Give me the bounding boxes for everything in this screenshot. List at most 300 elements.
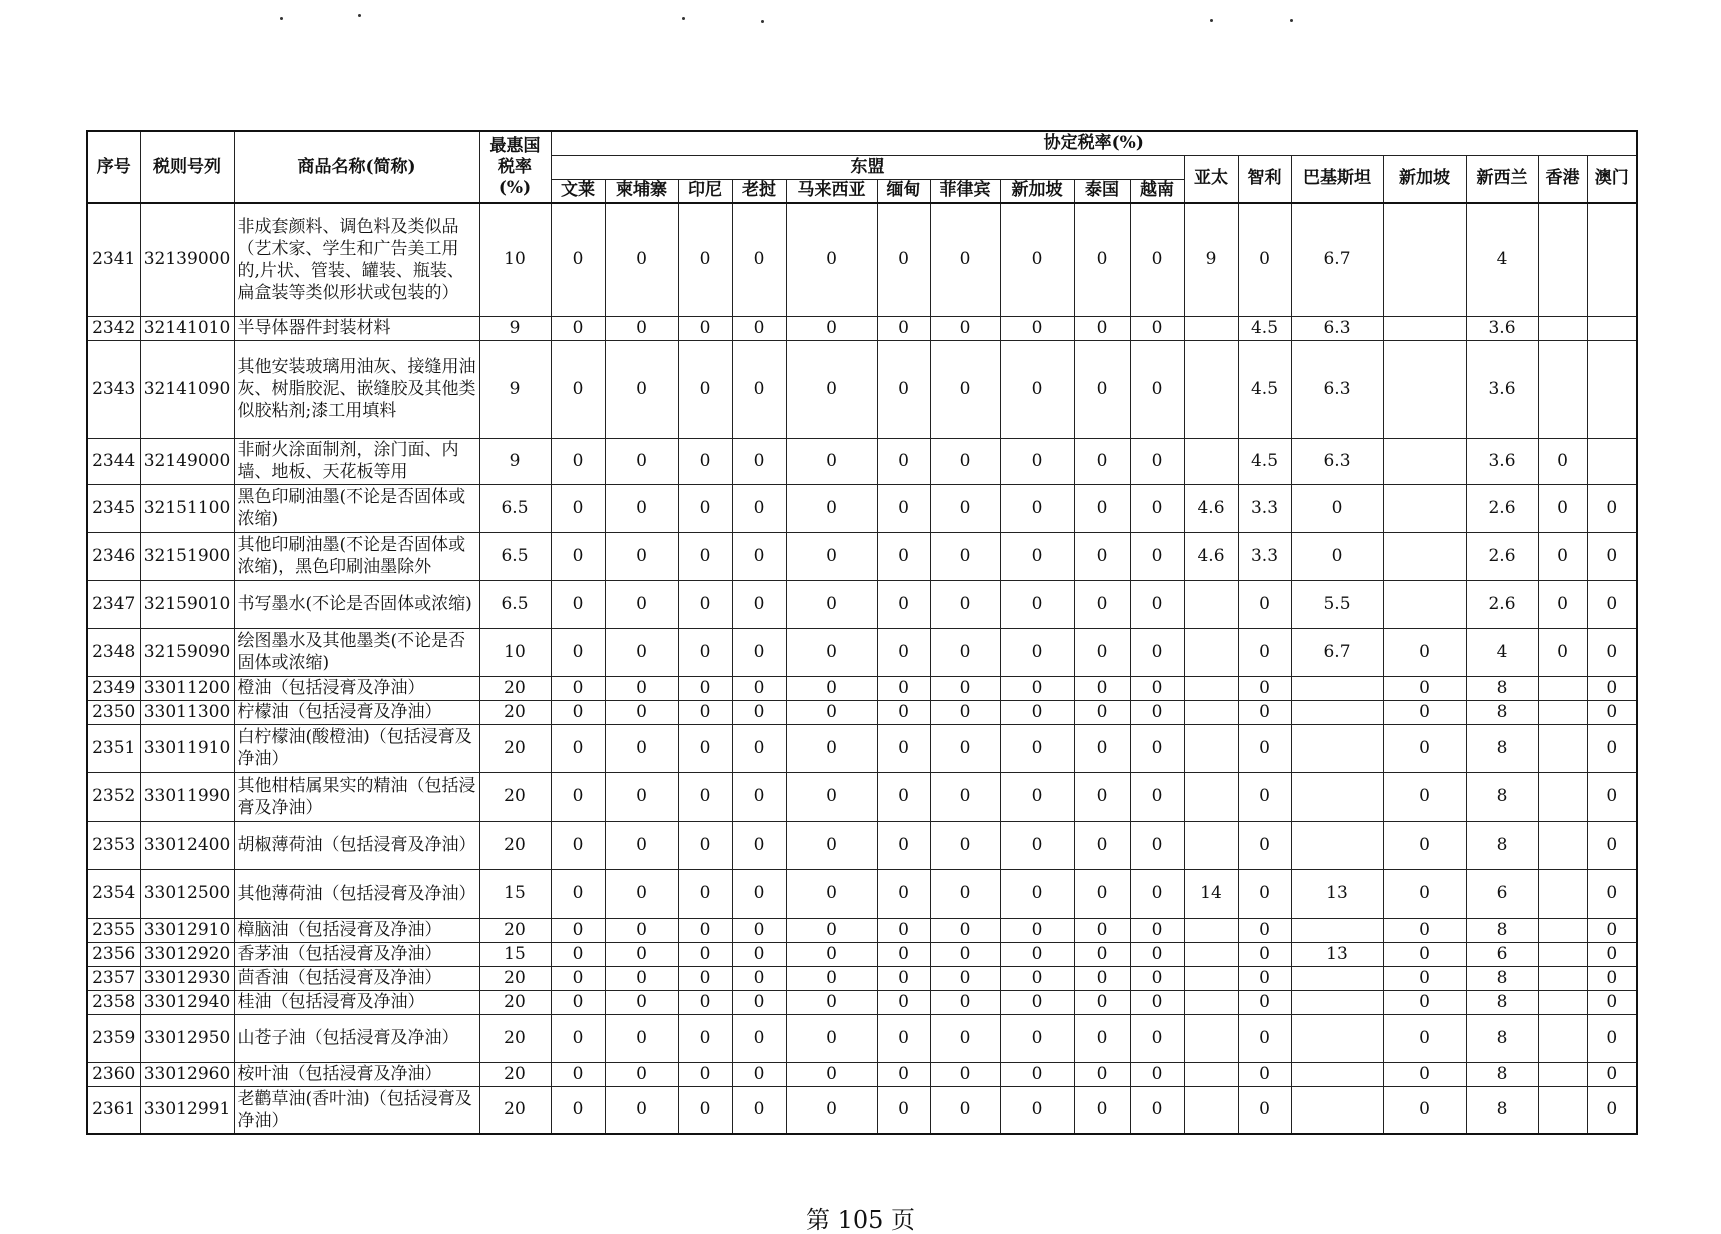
row-asean-rate: 0 [786,340,877,438]
header-hong-kong: 香港 [1538,155,1587,203]
row-asean-rate: 0 [930,203,1000,316]
row-asean-rate: 0 [1000,676,1074,700]
row-asean-rate: 0 [732,821,786,869]
row-agreed-rate: 0 [1238,869,1291,918]
row-mfn-rate: 20 [479,821,551,869]
row-agreed-rate [1291,821,1383,869]
row-name: 橙油（包括浸膏及净油） [234,676,479,700]
table-body [87,203,1637,1134]
row-asean-rate: 0 [930,918,1000,942]
row-asean-rate: 0 [877,340,930,438]
header-pakistan: 巴基斯坦 [1291,155,1383,203]
row-agreed-rate: 0 [1238,1014,1291,1062]
row-asean-rate: 0 [1000,966,1074,990]
row-asean-rate: 0 [551,918,605,942]
row-name: 香茅油（包括浸膏及净油） [234,942,479,966]
row-name: 桉叶油（包括浸膏及净油） [234,1062,479,1086]
row-asean-rate: 0 [605,966,678,990]
row-asean-rate: 0 [877,918,930,942]
row-asean-rate: 0 [930,869,1000,918]
row-code: 32151900 [140,532,234,580]
row-mfn-rate: 15 [479,869,551,918]
row-asean-rate: 0 [786,942,877,966]
row-asean-rate: 0 [930,1062,1000,1086]
row-asean-rate: 0 [877,316,930,340]
row-agreed-rate [1184,942,1238,966]
row-asean-rate: 0 [930,1086,1000,1134]
row-asean-rate: 0 [1074,438,1130,484]
row-agreed-rate: 6.7 [1291,203,1383,316]
row-asean-rate: 0 [732,990,786,1014]
row-code: 32149000 [140,438,234,484]
row-asean-rate: 0 [877,772,930,821]
row-asean-rate: 0 [551,484,605,532]
row-code: 33012950 [140,1014,234,1062]
row-asean-rate: 0 [605,532,678,580]
header-singapore: 新加坡 [1383,155,1466,203]
row-code: 33011990 [140,772,234,821]
header-agreed: 协定税率(%) [551,131,1637,155]
row-asean-rate: 0 [551,1014,605,1062]
row-asean-rate: 0 [786,316,877,340]
row-asean-rate: 0 [877,532,930,580]
row-asean-rate: 0 [1074,1086,1130,1134]
row-mfn-rate: 20 [479,966,551,990]
row-agreed-rate: 3.6 [1466,438,1538,484]
row-asean-rate: 0 [1000,580,1074,628]
row-asean-rate: 0 [786,1086,877,1134]
row-code: 33011200 [140,676,234,700]
row-asean-rate: 0 [605,340,678,438]
header-seq: 序号 [87,131,140,203]
row-agreed-rate: 3.6 [1466,340,1538,438]
header-macau: 澳门 [1587,155,1637,203]
row-code: 33012920 [140,942,234,966]
row-asean-rate: 0 [605,676,678,700]
row-asean-rate: 0 [1074,203,1130,316]
row-asean-rate: 0 [551,532,605,580]
row-code: 33011300 [140,700,234,724]
row-asean-rate: 0 [1130,821,1184,869]
row-asean-rate: 0 [1000,869,1074,918]
row-asean-rate: 0 [877,484,930,532]
row-asean-rate: 0 [551,772,605,821]
row-agreed-rate: 6.7 [1291,628,1383,676]
row-agreed-rate: 0 [1587,580,1637,628]
table-row [87,438,1637,484]
row-mfn-rate: 20 [479,676,551,700]
row-name: 桂油（包括浸膏及净油） [234,990,479,1014]
row-seq: 2358 [87,990,140,1014]
row-agreed-rate: 0 [1587,869,1637,918]
row-asean-rate: 0 [1074,340,1130,438]
row-agreed-rate: 8 [1466,918,1538,942]
row-asean-rate: 0 [877,990,930,1014]
table-row [87,532,1637,580]
row-asean-rate: 0 [930,942,1000,966]
row-name: 老鹳草油(香叶油)（包括浸膏及净油） [234,1086,479,1134]
row-asean-rate: 0 [732,1014,786,1062]
row-asean-rate: 0 [1130,869,1184,918]
row-agreed-rate: 8 [1466,966,1538,990]
row-asean-rate: 0 [1074,772,1130,821]
row-mfn-rate: 20 [479,1086,551,1134]
row-asean-rate: 0 [1074,821,1130,869]
row-asean-rate: 0 [551,580,605,628]
row-asean-rate: 0 [551,676,605,700]
row-seq: 2360 [87,1062,140,1086]
row-asean-rate: 0 [1074,316,1130,340]
row-mfn-rate: 9 [479,316,551,340]
row-agreed-rate: 4.5 [1238,316,1291,340]
row-asean-rate: 0 [1074,700,1130,724]
row-asean-rate: 0 [678,340,732,438]
row-agreed-rate: 0 [1383,918,1466,942]
header-apta: 亚太 [1184,155,1238,203]
row-asean-rate: 0 [930,821,1000,869]
row-name: 其他薄荷油（包括浸膏及净油） [234,869,479,918]
row-asean-rate: 0 [877,1014,930,1062]
table-row [87,1086,1637,1134]
row-asean-rate: 0 [930,676,1000,700]
header-thailand: 泰国 [1074,179,1130,203]
row-agreed-rate [1184,700,1238,724]
row-agreed-rate: 9 [1184,203,1238,316]
row-asean-rate: 0 [786,532,877,580]
row-seq: 2357 [87,966,140,990]
row-agreed-rate [1538,700,1587,724]
row-agreed-rate: 0 [1238,1062,1291,1086]
row-asean-rate: 0 [551,990,605,1014]
row-asean-rate: 0 [877,438,930,484]
row-mfn-rate: 20 [479,1014,551,1062]
row-agreed-rate: 0 [1587,990,1637,1014]
table-row [87,942,1637,966]
row-asean-rate: 0 [786,628,877,676]
row-asean-rate: 0 [605,316,678,340]
row-agreed-rate: 4.6 [1184,532,1238,580]
row-asean-rate: 0 [678,676,732,700]
row-agreed-rate [1184,628,1238,676]
table-row [87,918,1637,942]
row-agreed-rate [1538,316,1587,340]
row-agreed-rate: 0 [1538,438,1587,484]
row-agreed-rate: 0 [1238,918,1291,942]
row-asean-rate: 0 [1074,942,1130,966]
table-row [87,772,1637,821]
row-agreed-rate [1587,203,1637,316]
row-agreed-rate: 0 [1238,628,1291,676]
row-asean-rate: 0 [1000,1062,1074,1086]
row-asean-rate: 0 [786,918,877,942]
row-asean-rate: 0 [678,1062,732,1086]
row-agreed-rate [1184,966,1238,990]
row-asean-rate: 0 [551,724,605,772]
row-asean-rate: 0 [786,869,877,918]
row-agreed-rate [1291,918,1383,942]
row-agreed-rate: 0 [1587,676,1637,700]
row-agreed-rate: 6 [1466,942,1538,966]
row-asean-rate: 0 [678,772,732,821]
row-name: 其他印刷油墨(不论是否固体或浓缩)，黑色印刷油墨除外 [234,532,479,580]
row-name: 半导体器件封装材料 [234,316,479,340]
row-agreed-rate: 0 [1238,700,1291,724]
row-asean-rate: 0 [930,628,1000,676]
row-asean-rate: 0 [678,942,732,966]
row-asean-rate: 0 [1074,532,1130,580]
row-name: 其他柑桔属果实的精油（包括浸膏及净油） [234,772,479,821]
row-asean-rate: 0 [1130,203,1184,316]
row-agreed-rate: 0 [1383,1062,1466,1086]
row-agreed-rate: 8 [1466,1014,1538,1062]
row-name: 黑色印刷油墨(不论是否固体或浓缩) [234,484,479,532]
row-asean-rate: 0 [1130,724,1184,772]
row-asean-rate: 0 [930,316,1000,340]
row-mfn-rate: 10 [479,628,551,676]
row-code: 32159090 [140,628,234,676]
row-asean-rate: 0 [1130,942,1184,966]
row-asean-rate: 0 [1130,1014,1184,1062]
row-agreed-rate [1184,580,1238,628]
row-asean-rate: 0 [732,438,786,484]
row-agreed-rate: 4.6 [1184,484,1238,532]
row-agreed-rate [1538,203,1587,316]
table-row [87,966,1637,990]
row-asean-rate: 0 [678,532,732,580]
row-agreed-rate: 0 [1238,203,1291,316]
row-asean-rate: 0 [1000,942,1074,966]
row-agreed-rate: 0 [1383,966,1466,990]
row-agreed-rate: 0 [1291,532,1383,580]
row-seq: 2361 [87,1086,140,1134]
table-row [87,316,1637,340]
row-agreed-rate [1291,772,1383,821]
row-agreed-rate: 3.6 [1466,316,1538,340]
row-agreed-rate: 0 [1383,700,1466,724]
row-agreed-rate: 8 [1466,990,1538,1014]
row-asean-rate: 0 [930,484,1000,532]
row-asean-rate: 0 [605,772,678,821]
row-agreed-rate: 0 [1238,772,1291,821]
table-row [87,676,1637,700]
row-asean-rate: 0 [678,821,732,869]
row-agreed-rate [1184,438,1238,484]
row-name: 非耐火涂面制剂，涂门面、内墙、地板、天花板等用 [234,438,479,484]
row-mfn-rate: 20 [479,700,551,724]
scan-speck [682,17,685,20]
row-name: 非成套颜料、调色料及类似品（艺术家、学生和广告美工用的,片状、管装、罐装、瓶装、扁盒装等类似形状或包装的） [234,203,479,316]
row-asean-rate: 0 [678,203,732,316]
row-agreed-rate: 0 [1383,869,1466,918]
row-asean-rate: 0 [678,316,732,340]
row-asean-rate: 0 [786,1014,877,1062]
header-malaysia: 马来西亚 [786,179,877,203]
row-asean-rate: 0 [551,942,605,966]
row-agreed-rate: 0 [1238,724,1291,772]
row-seq: 2359 [87,1014,140,1062]
row-asean-rate: 0 [551,700,605,724]
row-agreed-rate [1538,1086,1587,1134]
row-agreed-rate [1383,340,1466,438]
row-code: 33012991 [140,1086,234,1134]
row-asean-rate: 0 [1130,438,1184,484]
row-agreed-rate: 5.5 [1291,580,1383,628]
table-row [87,340,1637,438]
table-row [87,724,1637,772]
row-agreed-rate: 0 [1238,821,1291,869]
row-code: 32141010 [140,316,234,340]
row-asean-rate: 0 [1130,700,1184,724]
row-asean-rate: 0 [732,1086,786,1134]
scan-speck [358,14,361,17]
row-asean-rate: 0 [678,1086,732,1134]
row-agreed-rate [1587,316,1637,340]
row-agreed-rate: 0 [1238,676,1291,700]
row-seq: 2347 [87,580,140,628]
row-agreed-rate [1538,1014,1587,1062]
row-asean-rate: 0 [732,724,786,772]
row-name: 茴香油（包括浸膏及净油） [234,966,479,990]
row-asean-rate: 0 [930,724,1000,772]
table-row [87,580,1637,628]
row-agreed-rate: 0 [1238,990,1291,1014]
row-asean-rate: 0 [877,1086,930,1134]
table-row [87,484,1637,532]
row-asean-rate: 0 [678,990,732,1014]
row-asean-rate: 0 [786,724,877,772]
row-asean-rate: 0 [732,1062,786,1086]
row-mfn-rate: 20 [479,990,551,1014]
row-agreed-rate: 0 [1587,1014,1637,1062]
row-agreed-rate: 6.3 [1291,316,1383,340]
table-row [87,1014,1637,1062]
row-agreed-rate [1383,580,1466,628]
row-asean-rate: 0 [1000,203,1074,316]
row-agreed-rate: 0 [1383,1014,1466,1062]
row-asean-rate: 0 [732,966,786,990]
row-name: 白柠檬油(酸橙油)（包括浸膏及净油） [234,724,479,772]
row-agreed-rate: 8 [1466,821,1538,869]
row-asean-rate: 0 [930,340,1000,438]
row-asean-rate: 0 [732,700,786,724]
row-code: 32159010 [140,580,234,628]
row-asean-rate: 0 [605,1062,678,1086]
row-agreed-rate: 0 [1383,628,1466,676]
header-vietnam: 越南 [1130,179,1184,203]
table-row [87,628,1637,676]
row-seq: 2356 [87,942,140,966]
row-asean-rate: 0 [786,484,877,532]
row-asean-rate: 0 [551,438,605,484]
row-asean-rate: 0 [678,700,732,724]
row-agreed-rate [1184,772,1238,821]
row-asean-rate: 0 [930,990,1000,1014]
row-agreed-rate: 0 [1587,966,1637,990]
header-indonesia: 印尼 [678,179,732,203]
row-asean-rate: 0 [605,990,678,1014]
row-seq: 2351 [87,724,140,772]
row-agreed-rate: 13 [1291,942,1383,966]
row-asean-rate: 0 [1074,918,1130,942]
row-asean-rate: 0 [551,966,605,990]
row-asean-rate: 0 [1000,484,1074,532]
row-asean-rate: 0 [877,942,930,966]
row-agreed-rate [1538,724,1587,772]
row-agreed-rate: 2.6 [1466,580,1538,628]
row-asean-rate: 0 [1000,918,1074,942]
row-agreed-rate: 0 [1291,484,1383,532]
scan-speck [761,20,764,23]
row-mfn-rate: 20 [479,1062,551,1086]
row-asean-rate: 0 [732,484,786,532]
table-row [87,203,1637,316]
row-asean-rate: 0 [678,484,732,532]
row-asean-rate: 0 [877,580,930,628]
row-asean-rate: 0 [877,203,930,316]
row-asean-rate: 0 [732,869,786,918]
row-agreed-rate: 0 [1587,700,1637,724]
row-asean-rate: 0 [1130,918,1184,942]
row-asean-rate: 0 [732,340,786,438]
row-asean-rate: 0 [605,918,678,942]
row-agreed-rate [1291,1086,1383,1134]
row-asean-rate: 0 [551,203,605,316]
row-asean-rate: 0 [786,990,877,1014]
row-agreed-rate: 6.3 [1291,340,1383,438]
page-number: 第 105 页 [805,1206,916,1234]
row-asean-rate: 0 [605,724,678,772]
row-agreed-rate [1184,340,1238,438]
row-agreed-rate [1184,918,1238,942]
row-agreed-rate [1291,724,1383,772]
row-mfn-rate: 6.5 [479,532,551,580]
row-mfn-rate: 20 [479,772,551,821]
row-asean-rate: 0 [1130,1062,1184,1086]
row-agreed-rate: 0 [1238,580,1291,628]
row-asean-rate: 0 [1074,724,1130,772]
row-agreed-rate: 8 [1466,700,1538,724]
row-asean-rate: 0 [1000,990,1074,1014]
row-asean-rate: 0 [930,1014,1000,1062]
row-agreed-rate [1538,821,1587,869]
row-code: 33012930 [140,966,234,990]
row-seq: 2354 [87,869,140,918]
header-cambodia: 柬埔寨 [605,179,678,203]
row-agreed-rate: 0 [1383,990,1466,1014]
row-agreed-rate: 0 [1587,532,1637,580]
row-asean-rate: 0 [732,628,786,676]
row-agreed-rate [1538,942,1587,966]
row-asean-rate: 0 [930,438,1000,484]
row-agreed-rate: 0 [1587,821,1637,869]
row-asean-rate: 0 [1074,1014,1130,1062]
row-asean-rate: 0 [732,942,786,966]
row-agreed-rate: 0 [1587,918,1637,942]
row-asean-rate: 0 [551,1086,605,1134]
row-asean-rate: 0 [1130,772,1184,821]
row-seq: 2342 [87,316,140,340]
header-asean: 东盟 [551,155,1184,179]
row-asean-rate: 0 [732,580,786,628]
row-asean-rate: 0 [678,869,732,918]
row-agreed-rate [1184,676,1238,700]
row-asean-rate: 0 [1130,316,1184,340]
row-agreed-rate: 2.6 [1466,532,1538,580]
row-asean-rate: 0 [732,918,786,942]
row-asean-rate: 0 [930,532,1000,580]
row-asean-rate: 0 [1000,1086,1074,1134]
row-name: 绘图墨水及其他墨类(不论是否固体或浓缩) [234,628,479,676]
